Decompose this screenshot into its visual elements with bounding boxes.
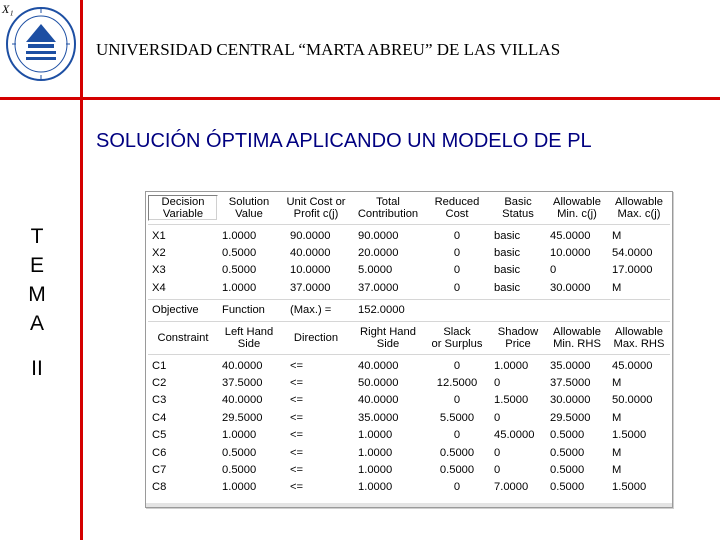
table-cell: X1 [152, 229, 166, 242]
table-cell: C6 [152, 446, 167, 459]
table-cell: 40.0000 [358, 394, 399, 407]
table-cell: M [612, 229, 622, 242]
objective-cell: Objective [152, 304, 199, 317]
header-line: Side [376, 337, 400, 350]
row-separator [148, 224, 670, 225]
table-cell: 35.0000 [550, 359, 591, 372]
table-cell: X3 [152, 264, 166, 277]
table-cell: 37.0000 [290, 281, 331, 294]
header-line: Unit Cost or [286, 196, 346, 208]
tema-letter: E [29, 254, 44, 277]
table-cell: 29.5000 [222, 411, 263, 424]
table-cell: M [612, 463, 622, 476]
table-cell: 0 [453, 481, 461, 494]
header-line: Profit c(j) [293, 208, 339, 220]
header-line: Status [502, 208, 534, 220]
table-cell: 35.0000 [358, 411, 399, 424]
table-cell: 0.5000 [439, 463, 475, 476]
row-separator [148, 299, 670, 300]
table-cell: basic [494, 229, 521, 242]
table-row[interactable] [148, 444, 670, 461]
table-cell: <= [290, 481, 304, 494]
table-row[interactable] [148, 392, 670, 409]
header-line: Basic [504, 196, 532, 208]
solution-grid [148, 194, 670, 496]
table-cell: basic [494, 264, 521, 277]
table-cell: 40.0000 [358, 359, 399, 372]
table-cell: C2 [152, 377, 167, 390]
table-cell: 0 [453, 247, 461, 260]
table-cell: 90.0000 [290, 229, 331, 242]
table-row[interactable] [148, 262, 670, 279]
table-cell: 0 [494, 377, 501, 390]
header-line: Value [235, 208, 263, 220]
table-cell: <= [290, 446, 304, 459]
table-cell: 1.0000 [494, 359, 529, 372]
university-title: UNIVERSIDAD CENTRAL “MARTA ABREU” DE LAS VILLAS [96, 40, 561, 59]
table-cell: M [612, 377, 622, 390]
corner-variable-label: X₁ [2, 2, 14, 16]
column-header [148, 195, 218, 221]
table-cell: M [612, 411, 622, 424]
table-row[interactable] [148, 409, 670, 426]
column-header [352, 196, 424, 220]
table-cell: 1.5000 [494, 394, 529, 407]
slide-subtitle: SOLUCIÓN ÓPTIMA APLICANDO UN MODELO DE PL [96, 130, 592, 152]
table-cell: 50.0000 [358, 377, 399, 390]
table-cell: <= [290, 463, 304, 476]
table-cell: 45.0000 [550, 229, 591, 242]
lp-solution-table[interactable] [145, 191, 673, 508]
table-cell: C4 [152, 411, 167, 424]
header-row [148, 194, 670, 222]
table-cell: 1.0000 [222, 481, 257, 494]
table-cell: 1.0000 [222, 229, 257, 242]
table-row[interactable] [148, 279, 670, 296]
table-cell: 30.0000 [550, 394, 591, 407]
header-line: Allowable [615, 196, 663, 208]
table-cell: X4 [152, 281, 166, 294]
table-cell: 0 [453, 359, 461, 372]
table-cell: 0 [453, 281, 461, 294]
table-cell: 54.0000 [612, 247, 653, 260]
table-cell: C1 [152, 359, 167, 372]
table-cell: 0.5000 [222, 247, 257, 260]
header-line: Min. RHS [553, 337, 601, 350]
header-line: Left Hand [224, 325, 274, 338]
header-line: Shadow [497, 325, 539, 338]
table-cell: 17.0000 [612, 264, 653, 277]
table-cell: 0.5000 [550, 481, 585, 494]
table-cell: 0 [453, 394, 461, 407]
table-row[interactable] [148, 227, 670, 244]
column-header [608, 196, 670, 220]
column-header [148, 332, 218, 344]
header-line: Direction [293, 331, 339, 344]
header-line: Total [376, 196, 400, 208]
header-line: Reduced [434, 196, 480, 208]
objective-cell: 152.0000 [358, 304, 405, 317]
header-line: Solution [228, 196, 270, 208]
table-cell: 1.0000 [222, 281, 257, 294]
header-line: Constraint [157, 331, 209, 344]
header-line: Cost [445, 208, 469, 220]
table-cell: 0 [453, 229, 461, 242]
row-separator [148, 354, 670, 355]
table-row[interactable] [148, 479, 670, 496]
table-cell: 30.0000 [550, 281, 591, 294]
table-cell: 37.5000 [222, 377, 263, 390]
table-cell: <= [290, 429, 304, 442]
tema-number: II [31, 357, 43, 380]
header-line: Min. c(j) [557, 208, 597, 220]
table-cell: <= [290, 394, 304, 407]
header-line: Slack [443, 325, 471, 338]
column-header [546, 196, 608, 220]
header-line: Allowable [553, 196, 601, 208]
table-cell: 0 [494, 411, 501, 424]
column-header [352, 326, 424, 350]
header-line: Max. c(j) [617, 208, 661, 220]
table-row[interactable] [148, 427, 670, 444]
red-vertical-rule [80, 0, 83, 540]
table-row[interactable] [148, 244, 670, 261]
table-cell: X2 [152, 247, 166, 260]
header-line: Allowable [553, 325, 601, 338]
header-line: Side [237, 337, 261, 350]
table-cell: 0.5000 [550, 446, 585, 459]
column-header [424, 196, 490, 220]
table-cell: 0.5000 [222, 463, 257, 476]
table-cell: 40.0000 [290, 247, 331, 260]
table-cell: 1.5000 [612, 481, 647, 494]
table-cell: 0.5000 [550, 463, 585, 476]
table-cell: 1.5000 [612, 429, 647, 442]
table-cell: 1.0000 [358, 481, 393, 494]
table-cell: <= [290, 377, 304, 390]
column-header [608, 326, 670, 350]
header-line: or Surplus [431, 337, 483, 350]
column-header [490, 196, 546, 220]
red-horizontal-rule [0, 97, 720, 100]
column-header [280, 332, 352, 344]
column-header [546, 326, 608, 350]
objective-row [148, 302, 670, 319]
table-cell: 29.5000 [550, 411, 591, 424]
table-cell: basic [494, 247, 521, 260]
horizontal-scrollbar[interactable] [146, 503, 672, 507]
header-line: Price [505, 337, 531, 350]
table-cell: 40.0000 [222, 359, 263, 372]
column-header [218, 326, 280, 350]
column-header [280, 196, 352, 220]
table-cell: <= [290, 411, 304, 424]
tema-vertical-label [24, 222, 50, 383]
row-separator [148, 321, 670, 322]
header-line: Allowable [615, 325, 663, 338]
table-cell: 0.5000 [222, 264, 257, 277]
table-cell: 1.0000 [358, 429, 393, 442]
table-row[interactable] [148, 461, 670, 478]
table-cell: 0.5000 [439, 446, 475, 459]
table-cell: 1.0000 [222, 429, 257, 442]
table-cell: C7 [152, 463, 167, 476]
tema-letter: A [29, 312, 44, 335]
table-cell: 0 [494, 446, 501, 459]
header-line: Right Hand [360, 325, 416, 338]
table-cell: 0 [550, 264, 557, 277]
table-cell: 0 [453, 264, 461, 277]
table-cell: M [612, 281, 622, 294]
table-cell: 12.5000 [436, 377, 478, 390]
header-row [148, 324, 670, 352]
table-cell: 0 [453, 429, 461, 442]
table-cell: basic [494, 281, 521, 294]
header-line: Contribution [357, 208, 419, 220]
column-header [424, 326, 490, 350]
tema-letter: M [28, 283, 46, 306]
table-cell: 90.0000 [358, 229, 399, 242]
table-cell: 0.5000 [222, 446, 257, 459]
table-cell: <= [290, 359, 304, 372]
table-cell: 45.0000 [494, 429, 535, 442]
header-line: Max. RHS [613, 337, 665, 350]
objective-cell: Function [222, 304, 265, 317]
table-cell: M [612, 446, 622, 459]
table-cell: C8 [152, 481, 167, 494]
tema-letter: T [30, 225, 44, 248]
table-cell: 40.0000 [222, 394, 263, 407]
column-header [490, 326, 546, 350]
table-cell: 45.0000 [612, 359, 653, 372]
table-cell: 7.0000 [494, 481, 529, 494]
table-cell: 37.5000 [550, 377, 591, 390]
header-line: Decision [161, 196, 205, 208]
header-line: Variable [162, 208, 204, 220]
table-cell: C5 [152, 429, 167, 442]
table-cell: 37.0000 [358, 281, 399, 294]
table-cell: 10.0000 [550, 247, 591, 260]
table-cell: 10.0000 [290, 264, 331, 277]
table-cell: 20.0000 [358, 247, 399, 260]
table-cell: 0.5000 [550, 429, 585, 442]
table-row[interactable] [148, 357, 670, 374]
table-cell: 5.5000 [439, 411, 475, 424]
table-cell: 5.0000 [358, 264, 393, 277]
table-cell: 1.0000 [358, 446, 393, 459]
university-seal-icon [4, 4, 78, 92]
table-row[interactable] [148, 374, 670, 391]
table-cell: 0 [494, 463, 501, 476]
objective-cell: (Max.) = [290, 304, 332, 317]
table-cell: 1.0000 [358, 463, 393, 476]
table-cell: C3 [152, 394, 167, 407]
table-cell: 50.0000 [612, 394, 653, 407]
column-header [218, 196, 280, 220]
